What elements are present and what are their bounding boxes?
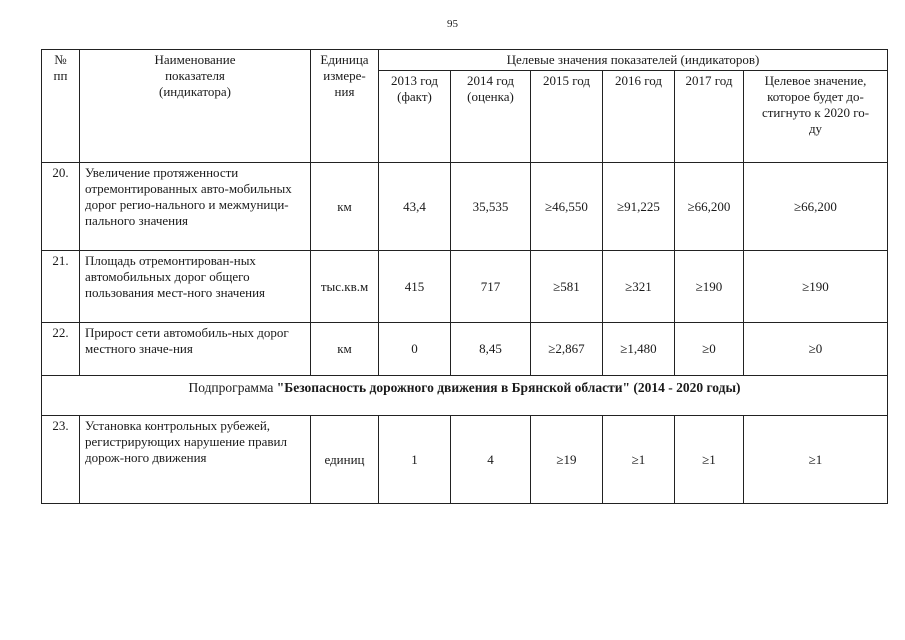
indicators-table xyxy=(41,49,888,504)
value-cell: ≥190 xyxy=(744,251,888,323)
table-row xyxy=(42,251,888,323)
value-cell: 0 xyxy=(379,323,451,376)
value-cell: ≥1 xyxy=(603,416,675,504)
subprogram-title: "Безопасность дорожного движения в Брянской области" (2014 - 2020 годы) xyxy=(276,380,741,395)
col-header-year: 2016 год xyxy=(603,71,675,163)
value-cell: ≥0 xyxy=(675,323,744,376)
row-num: 21. xyxy=(42,251,80,323)
row-num: 20. xyxy=(42,163,80,251)
value-cell: 8,45 xyxy=(451,323,531,376)
row-num: 23. xyxy=(42,416,80,504)
value-cell: ≥19 xyxy=(531,416,603,504)
col-header-name: Наименование показателя (индикатора) xyxy=(80,50,311,163)
value-cell: 4 xyxy=(451,416,531,504)
value-cell: 35,535 xyxy=(451,163,531,251)
value-cell: ≥1 xyxy=(744,416,888,504)
col-header-year: 2015 год xyxy=(531,71,603,163)
col-header-year: 2017 год xyxy=(675,71,744,163)
indicator-name: Площадь отремонтирован-ных автомобильных дорог общего пользования мест-ного значения xyxy=(80,251,311,323)
value-cell: ≥321 xyxy=(603,251,675,323)
unit-cell: единиц xyxy=(311,416,379,504)
indicator-name: Увеличение протяженности отремонтированных авто-мобильных дорог регио-нального и межмуници-пального значения xyxy=(80,163,311,251)
value-cell: 43,4 xyxy=(379,163,451,251)
table-row xyxy=(42,416,888,504)
subprogram-heading xyxy=(42,376,888,416)
value-cell: ≥1 xyxy=(675,416,744,504)
col-header-target-2020: Целевое значение, которое будет до- стигнуто к 2020 го- ду xyxy=(744,71,888,163)
table-row xyxy=(42,163,888,251)
value-cell: 415 xyxy=(379,251,451,323)
table-row xyxy=(42,323,888,376)
col-header-year: 2014 год (оценка) xyxy=(451,71,531,163)
value-cell: ≥91,225 xyxy=(603,163,675,251)
value-cell: ≥66,200 xyxy=(675,163,744,251)
col-header-num: № пп xyxy=(42,50,80,163)
value-cell: ≥0 xyxy=(744,323,888,376)
col-header-targets: Целевые значения показателей (индикаторов) xyxy=(379,50,888,71)
col-header-year: 2013 год (факт) xyxy=(379,71,451,163)
unit-cell: км xyxy=(311,163,379,251)
indicator-name: Прирост сети автомобиль-ных дорог местного значе-ния xyxy=(80,323,311,376)
value-cell: ≥46,550 xyxy=(531,163,603,251)
subprogram-prefix: Подпрограмма xyxy=(188,380,277,395)
subprogram-row xyxy=(42,376,888,416)
value-cell: ≥1,480 xyxy=(603,323,675,376)
row-num: 22. xyxy=(42,323,80,376)
value-cell: ≥190 xyxy=(675,251,744,323)
unit-cell: тыс.кв.м xyxy=(311,251,379,323)
unit-cell: км xyxy=(311,323,379,376)
value-cell: 717 xyxy=(451,251,531,323)
value-cell: ≥581 xyxy=(531,251,603,323)
value-cell: ≥66,200 xyxy=(744,163,888,251)
indicator-name: Установка контрольных рубежей, регистрирующих нарушение правил дорож-ного движения xyxy=(80,416,311,504)
col-header-unit: Единица измере- ния xyxy=(311,50,379,163)
value-cell: ≥2,867 xyxy=(531,323,603,376)
value-cell: 1 xyxy=(379,416,451,504)
page-number: 95 xyxy=(447,18,458,30)
